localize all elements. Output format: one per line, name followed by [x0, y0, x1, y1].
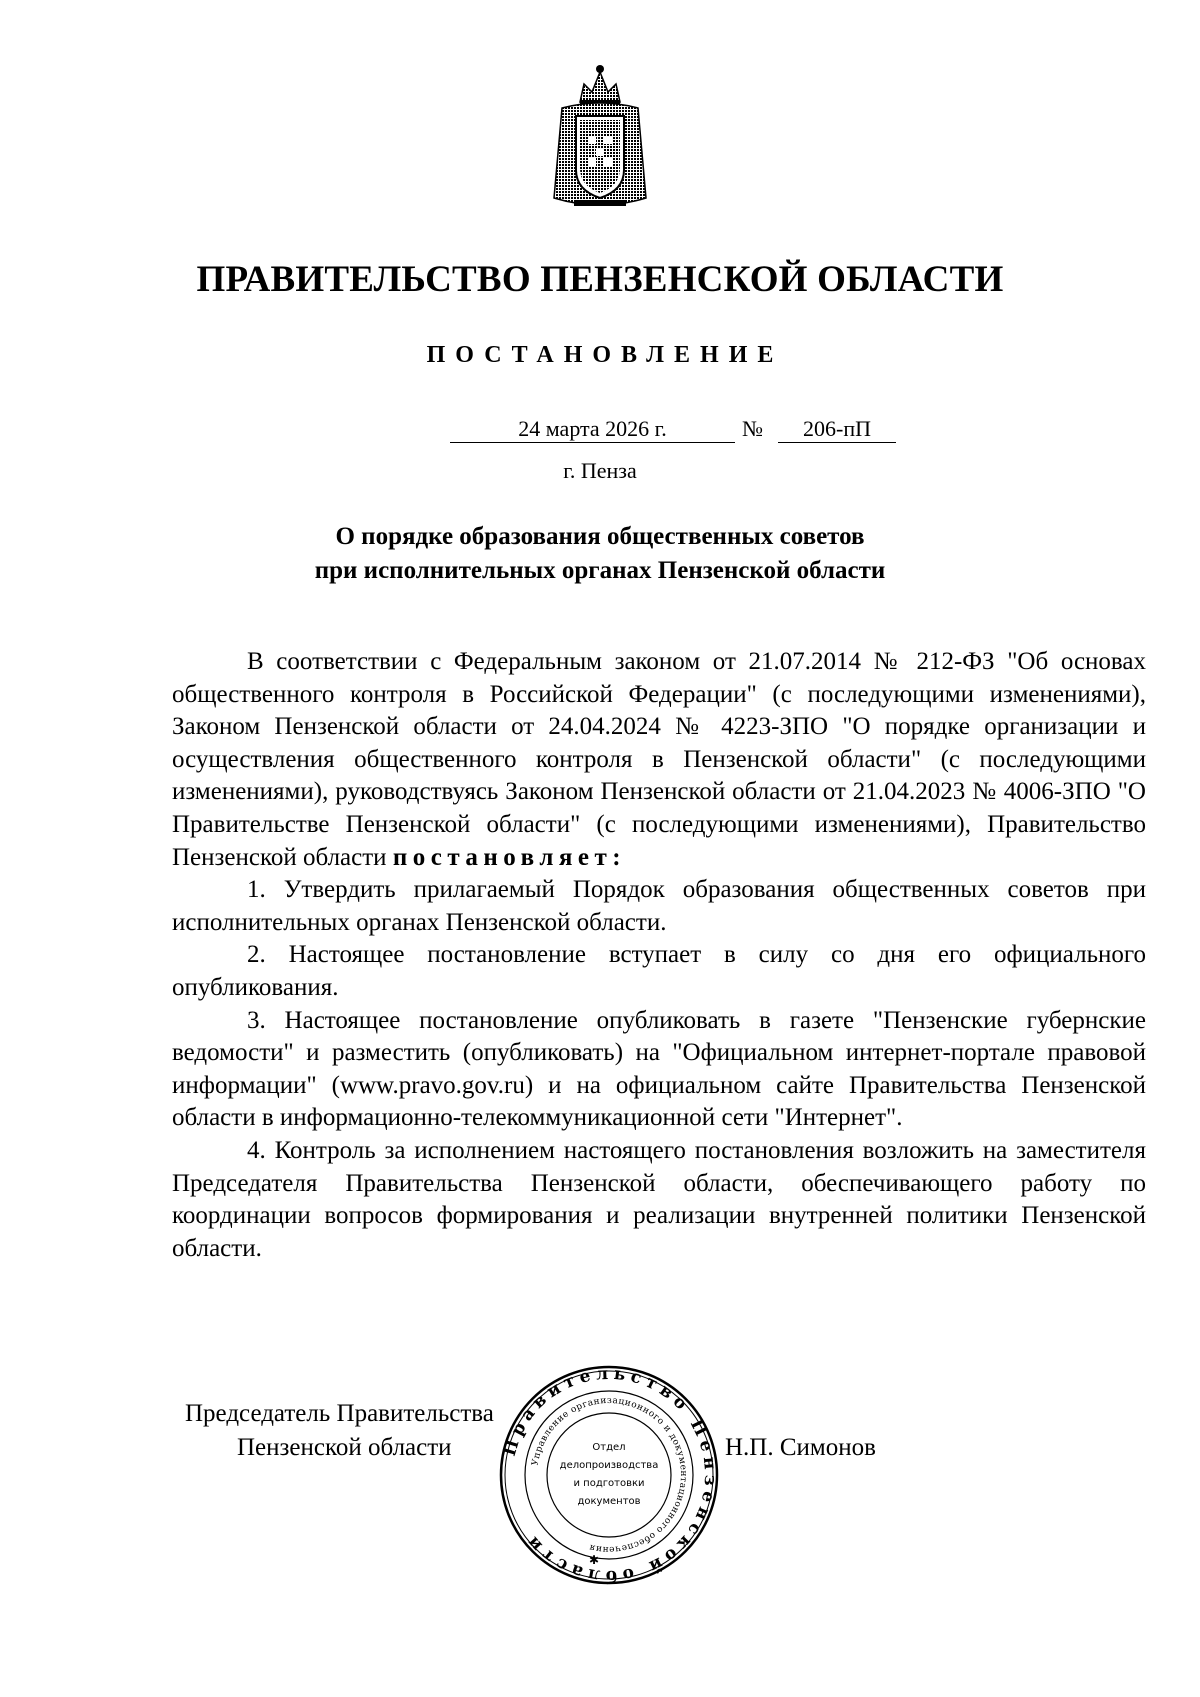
- preamble-text: В соответствии с Федеральным законом от 21.07.2014 № 212-ФЗ "Об основах общественного контроля в Российской Федерации" (с последующими изменениями), Законом Пензенской области от 24.04.2024 № 4223-ЗПО "О порядке организации и осуществления общественного контроля в Пензенской области" (с последующими изменениями), руководствуясь Законом Пензенской области от 21.04.2023 № 4006-ЗПО "О Правительстве Пензенской области" (с последующими изменениями), Правительство Пензенской области: [172, 648, 1146, 871]
- document-date: 24 марта 2026 г.: [450, 416, 735, 443]
- decree-item-4: 4. Контроль за исполнением настоящего постановления возложить на заместителя Председателя Правительства Пензенской области, обеспечивающего работу по координации вопросов формирования и реализации внутренней политики Пензенской области.: [172, 1136, 1146, 1262]
- seal-outer-text: Правительство Пензенской области: [499, 1364, 720, 1586]
- signatory-name: Н.П. Симонов: [725, 1434, 876, 1461]
- decree-item-2: 2. Настоящее постановление вступает в силу со дня его официального опубликования.: [172, 941, 1146, 1001]
- coat-of-arms-emblem: [544, 62, 656, 212]
- decree-item-3: 3. Настоящее постановление опубликовать в газете "Пензенские губернские ведомости" и разместить (опубликовать) на "Официальном интернет-портале правовой информации" (www.pravo.gov.ru) и на официальном сайте Правительства Пензенской области в информационно-телекоммуникационной сети "Интернет".: [172, 1006, 1146, 1132]
- document-body: [172, 646, 1146, 1265]
- seal-center-line-4: документов: [577, 1496, 641, 1507]
- government-title: ПРАВИТЕЛЬСТВО ПЕНЗЕНСКОЙ ОБЛАСТИ: [196, 259, 1004, 300]
- seal-center-line-1: Отдел: [592, 1442, 626, 1453]
- number-sign: №: [742, 416, 763, 441]
- official-seal: [498, 1364, 720, 1586]
- decree-item-1: 1. Утвердить прилагаемый Порядок образования общественных советов при исполнительных органах Пензенской области.: [172, 876, 1146, 936]
- document-subject: [0, 520, 1200, 588]
- seal-center-line-2: делопроизводства: [559, 1460, 659, 1471]
- decree-word: постановляет:: [392, 843, 627, 871]
- document-number: 206-пП: [778, 416, 896, 443]
- subject-line-1: О порядке образования общественных советов: [335, 523, 865, 550]
- document-city: г. Пенза: [563, 458, 637, 483]
- seal-star-icon: ✱: [588, 1553, 600, 1567]
- seal-middle-text: Управление организационного и документационного обеспечения: [530, 1395, 689, 1555]
- document-type: ПОСТАНОВЛЕНИЕ: [426, 342, 784, 368]
- signatory-position-line-2: Пензенской области: [237, 1434, 452, 1461]
- signatory-position-line-1: Председатель Правительства: [185, 1400, 494, 1427]
- seal-center-line-3: и подготовки: [573, 1478, 645, 1489]
- subject-line-2: при исполнительных органах Пензенской области: [314, 557, 886, 584]
- preamble-paragraph: [172, 646, 1146, 874]
- svg-text:Управление организационного и: [531, 1396, 688, 1554]
